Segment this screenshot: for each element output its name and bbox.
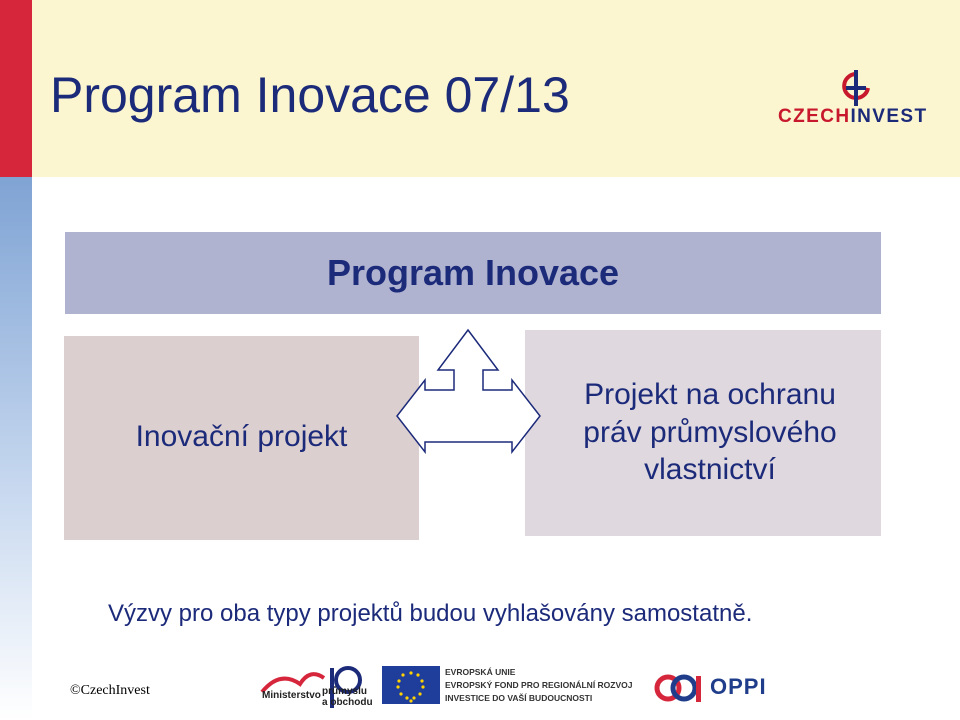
mpo-logo-sub: průmyslu a obchodu	[322, 686, 373, 708]
three-way-arrow-icon	[394, 328, 544, 478]
innovation-project-label: Inovační projekt	[135, 420, 348, 453]
czechinvest-logo	[778, 70, 930, 132]
program-box-label: Program Inovace	[326, 252, 620, 293]
slide-title: Program Inovace 07/13	[50, 67, 570, 123]
ip-protection-line-3: vlastnictví	[644, 453, 776, 486]
oppi-logo-text: OPPI	[710, 674, 767, 699]
accent-strip-red	[0, 0, 32, 177]
ip-protection-line-2: práv průmyslového	[583, 415, 837, 449]
mpo-logo-name: Ministerstvo	[262, 690, 321, 701]
czechinvest-mark-icon	[838, 70, 874, 106]
announcement-note: Výzvy pro oba typy projektů budou vyhlašovány samostatně.	[108, 600, 753, 627]
ip-protection-label	[540, 376, 880, 489]
ip-protection-line-1: Projekt na ochranu	[584, 378, 836, 411]
copyright-text: ©CzechInvest	[70, 683, 150, 698]
eu-text: EVROPSKÁ UNIE EVROPSKÝ FOND PRO REGIONÁLNÍ ROZVOJ INVESTICE DO VAŠÍ BUDOUCNOSTI	[445, 667, 633, 703]
footer-logos	[240, 662, 780, 720]
oppi-logo-icon	[654, 668, 702, 708]
logo-wordmark: CZECHINVEST	[778, 106, 928, 127]
eu-flag-icon	[382, 666, 440, 704]
